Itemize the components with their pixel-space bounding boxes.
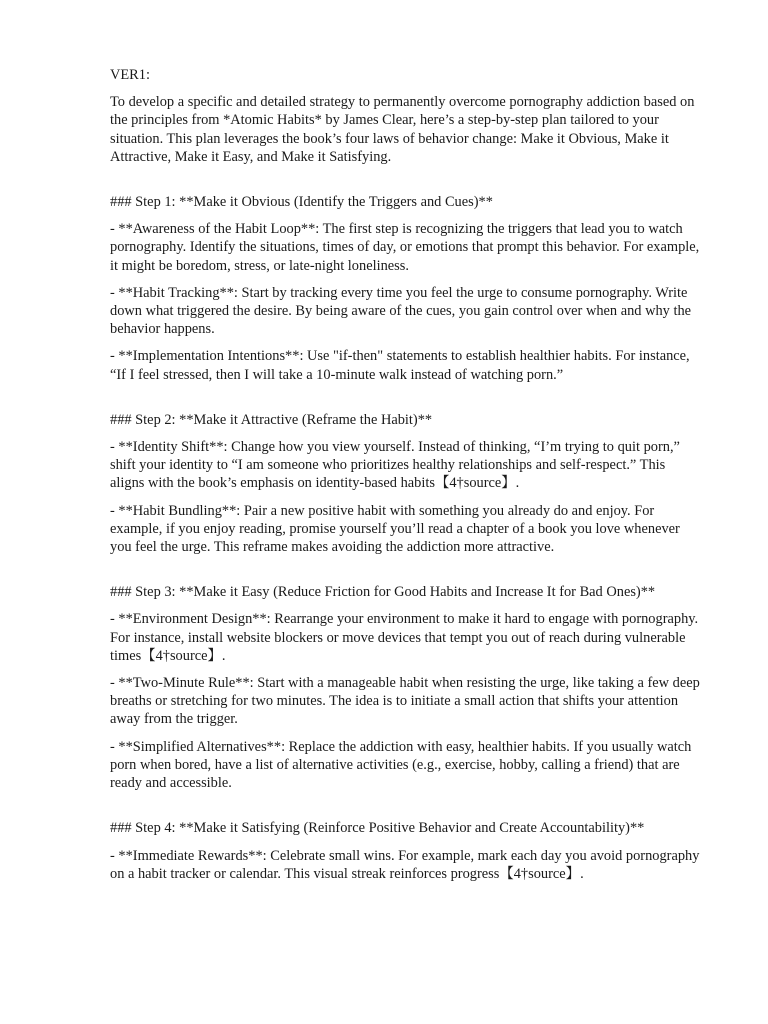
step-1-item-implementation-intentions: - **Implementation Intentions**: Use "if-then" statements to establish healthier habits. For instance, “If I feel stressed, then I will take a 10-minute walk instead of watching porn.” [110,348,690,383]
step-2-item-identity-shift: - **Identity Shift**: Change how you view yourself. Instead of thinking, “I’m trying to quit porn,” shift your identity to “I am someone who prioritizes healthy relationships and self-respect.” This aligns with the book’s emphasis on identity-based habits【4†source】. [110,439,680,492]
step-1-heading: ### Step 1: **Make it Obvious (Identify the Triggers and Cues)** [110,194,493,211]
intro-paragraph: To develop a specific and detailed strategy to permanently overcome pornography addiction based on the principles from *Atomic Habits* by James Clear, here’s a step-by-step plan tailored to your situation. This plan leverages the book’s four laws of behavior change: Make it Obvious, Make it Attractive, Make it Easy, and Make it Satisfying. [110,94,695,165]
step-4-heading: ### Step 4: **Make it Satisfying (Reinforce Positive Behavior and Create Accountability)** [110,820,645,837]
step-3-item-two-minute-rule: - **Two-Minute Rule**: Start with a manageable habit when resisting the urge, like taking a few deep breaths or stretching for two minutes. The idea is to initiate a small action that shifts your attention away from the trigger. [110,675,700,728]
step-3-item-environment-design: - **Environment Design**: Rearrange your environment to make it hard to engage with pornography. For instance, install website blockers or move devices that tempt you out of reach during vulnerable times【4†source】. [110,611,699,664]
step-2-heading: ### Step 2: **Make it Attractive (Reframe the Habit)** [110,411,433,428]
step-1-item-awareness: - **Awareness of the Habit Loop**: The first step is recognizing the triggers that lead you to watch pornography. Identify the situations, times of day, or emotions that prompt this behavior. For example, it might be boredom, stress, or late-night loneliness. [110,221,700,274]
document-body [110,66,700,892]
step-3-heading: ### Step 3: **Make it Easy (Reduce Friction for Good Habits and Increase It for Bad Ones)** [110,584,656,601]
version-label: VER1: [110,67,150,83]
step-2-item-habit-bundling: - **Habit Bundling**: Pair a new positive habit with something you already do and enjoy. For example, if you enjoy reading, promise yourself you’ll read a chapter of a book you love whenever you feel the urge. This reframe makes avoiding the addiction more attractive. [110,502,680,556]
step-1-item-habit-tracking: - **Habit Tracking**: Start by tracking every time you feel the urge to consume pornography. Write down what triggered the desire. By being aware of the cues, you gain control over when and why the behavior happens. [110,284,692,338]
step-3-item-simplified-alternatives: - **Simplified Alternatives**: Replace the addiction with easy, healthier habits. If you usually watch porn when bored, have a list of alternative activities (e.g., exercise, hobby, calling a friend) that are ready and accessible. [110,738,692,792]
step-4-item-immediate-rewards: - **Immediate Rewards**: Celebrate small wins. For example, mark each day you avoid pornography on a habit tracker or calendar. This visual streak reinforces progress【4†source】. [110,847,700,882]
